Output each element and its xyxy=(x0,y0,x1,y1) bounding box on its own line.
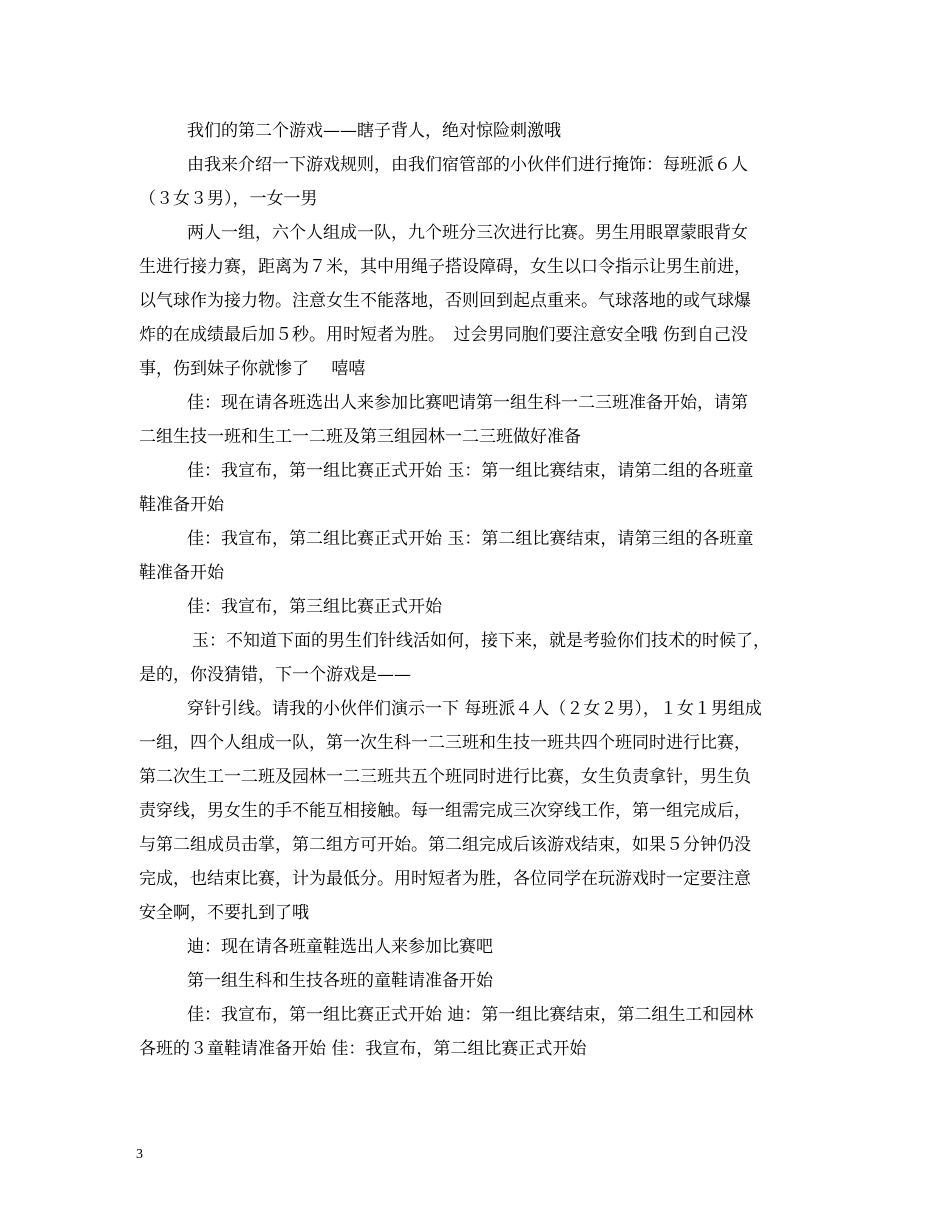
text-line: 事，伤到妹子你就惨了 嘻嘻 xyxy=(139,359,366,379)
text-line: 安全啊，不要扎到了哦 xyxy=(139,903,309,923)
text-line: 佳：我宣布，第三组比赛正式开始 xyxy=(187,597,442,617)
text-line: 是的，你没猜错，下一个游戏是—— xyxy=(139,665,411,685)
text-line: 玉：不知道下面的男生们针线活如何，接下来，就是考验你们技术的时候了， xyxy=(192,631,770,651)
text-line: 以气球作为接力物。注意女生不能落地，否则回到起点重来。气球落地的或气球爆 xyxy=(139,291,751,311)
text-line: 两人一组，六个人组成一队，九个班分三次进行比赛。男生用眼罩蒙眼背女 xyxy=(187,223,748,243)
text-line: 由我来介绍一下游戏规则，由我们宿管部的小伙伴们进行掩饰：每班派６人 xyxy=(187,155,748,175)
text-line: 责穿线，男女生的手不能互相接触。每一组需完成三次穿线工作，第一组完成后， xyxy=(139,801,751,821)
page-number: 3 xyxy=(136,1147,143,1162)
text-line: 第二次生工一二班及园林一二三班共五个班同时进行比赛，女生负责拿针，男生负 xyxy=(139,767,751,787)
text-line: 生进行接力赛，距离为７米，其中用绳子搭设障碍，女生以口令指示让男生前进， xyxy=(139,257,751,277)
text-line: 佳：我宣布，第一组比赛正式开始 迪：第一组比赛结束，第二组生工和园林 xyxy=(187,1005,754,1025)
text-line: 鞋准备开始 xyxy=(139,495,224,515)
text-line: 鞋准备开始 xyxy=(139,563,224,583)
text-line: 我们的第二个游戏——瞎子背人，绝对惊险刺激哦 xyxy=(187,121,561,141)
text-line: 第一组生科和生技各班的童鞋请准备开始 xyxy=(187,971,493,991)
text-line: 二组生技一班和生工一二班及第三组园林一二三班做好准备 xyxy=(139,427,581,447)
text-line: 炸的在成绩最后加５秒。用时短者为胜。 过会男同胞们要注意安全哦 伤到自己没 xyxy=(139,325,748,345)
text-line: 佳：我宣布，第二组比赛正式开始 玉：第二组比赛结束，请第三组的各班童 xyxy=(187,529,754,549)
document-body xyxy=(139,114,819,1066)
text-line: 穿针引线。请我的小伙伴们演示一下 每班派４人（２女２男），１女１男组成 xyxy=(187,699,762,719)
text-line: 各班的３童鞋请准备开始 佳：我宣布，第二组比赛正式开始 xyxy=(139,1039,587,1059)
text-line: 佳：现在请各班选出人来参加比赛吧请第一组生科一二三班准备开始，请第 xyxy=(187,393,748,413)
text-line: 迪：现在请各班童鞋选出人来参加比赛吧 xyxy=(187,937,493,957)
text-line: 完成，也结束比赛，计为最低分。用时短者为胜，各位同学在玩游戏时一定要注意 xyxy=(139,869,751,889)
text-line: 一组，四个人组成一队，第一次生科一二三班和生技一班共四个班同时进行比赛， xyxy=(139,733,751,753)
text-line: （３女３男），一女一男 xyxy=(139,189,318,209)
text-line: 佳：我宣布，第一组比赛正式开始 玉：第一组比赛结束，请第二组的各班童 xyxy=(187,461,754,481)
text-line: 与第二组成员击掌，第二组方可开始。第二组完成后该游戏结束，如果５分钟仍没 xyxy=(139,835,751,855)
